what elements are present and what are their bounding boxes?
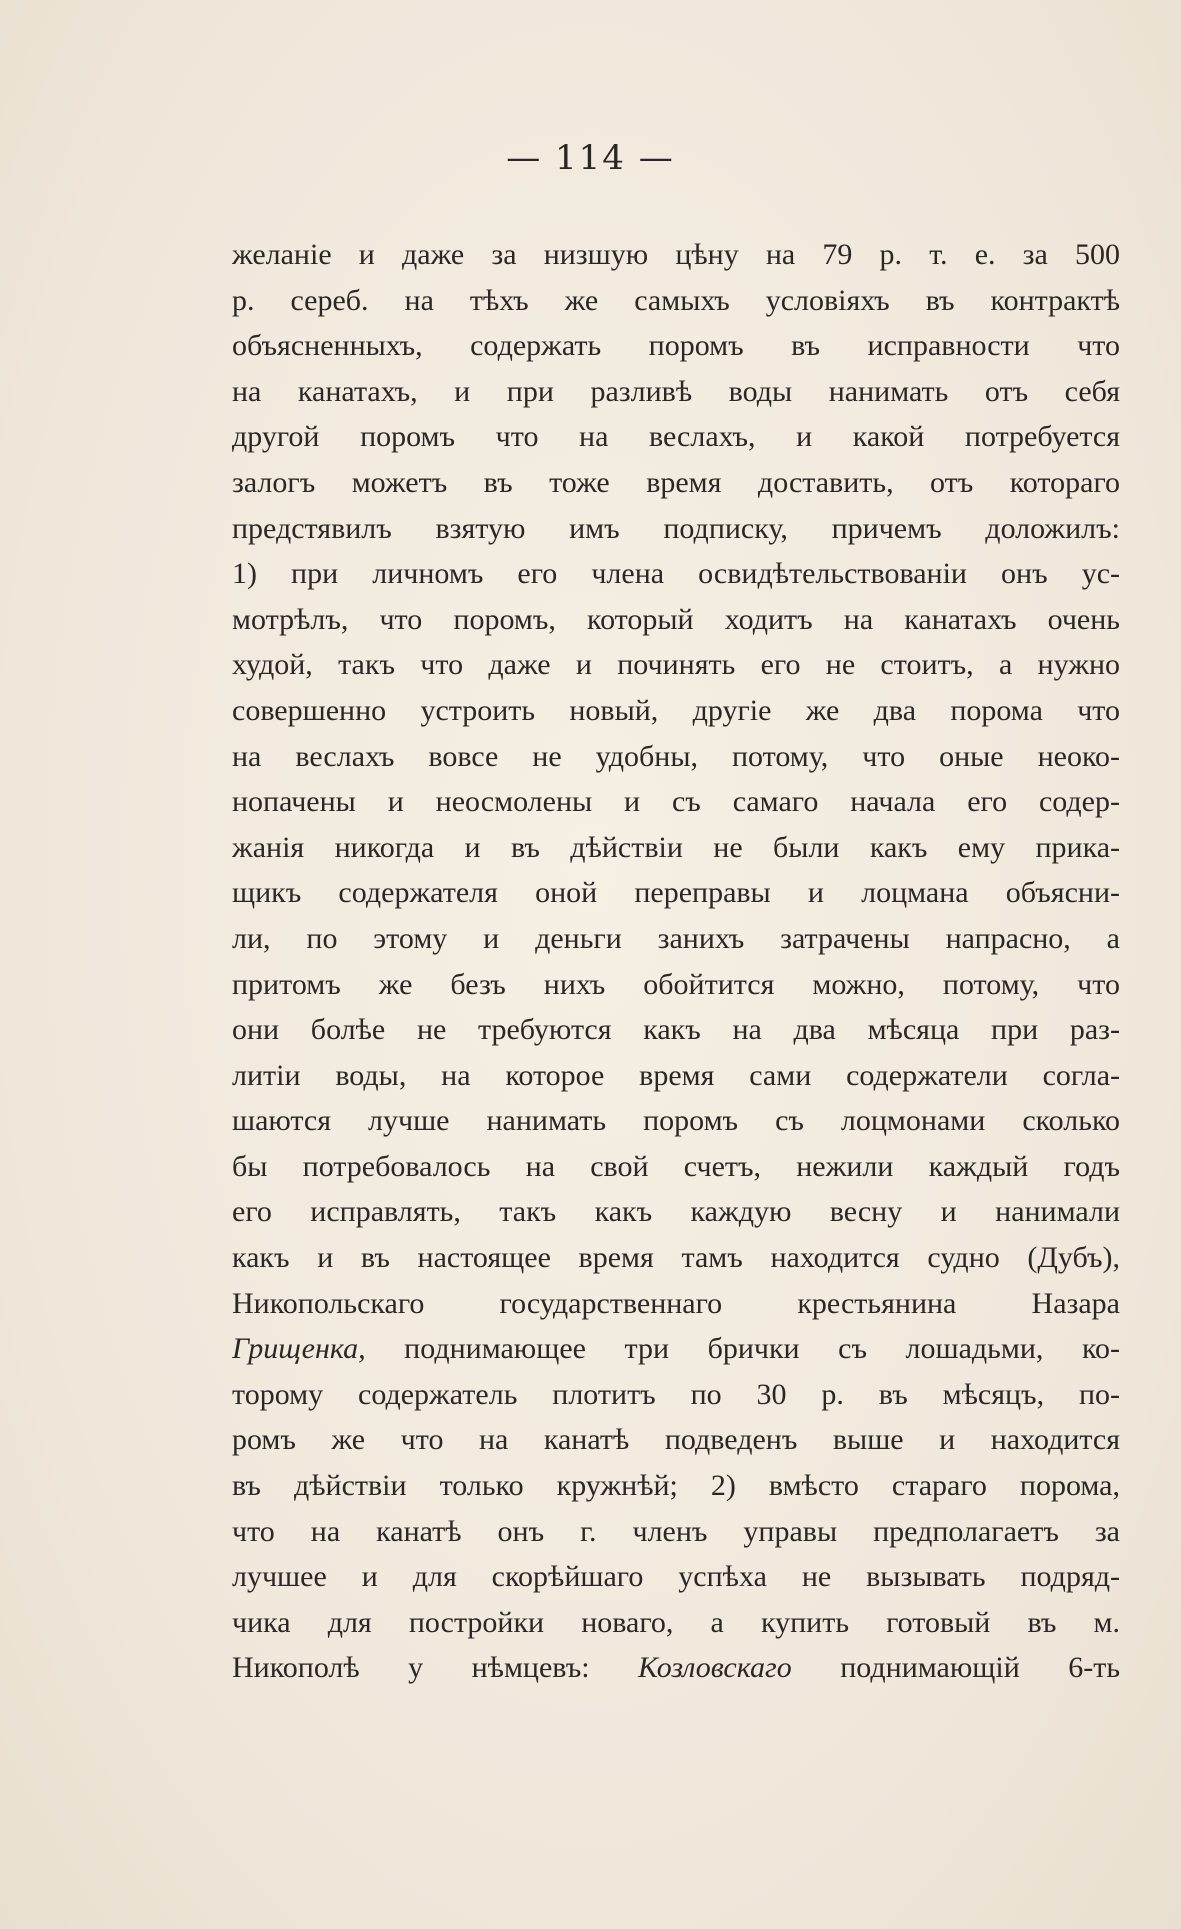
text-line: щикъ содержателя оной переправы и лоцмана объясни-: [232, 876, 1120, 910]
text-line: въ дѣйствiи только кружнѣй; 2) вмѣсто стараго порома,: [232, 1469, 1120, 1503]
text-line: на веслахъ вовсе не удобны, потому, что оные неоко-: [232, 739, 1120, 773]
text-line: притомъ же безъ нихъ обойтится можно, потому, что: [232, 967, 1120, 1001]
text-span: поднимающiй 6-ть: [791, 1651, 1120, 1685]
text-line: залогъ можетъ въ тоже время доставить, отъ котораго: [232, 465, 1120, 499]
text-line: объясненныхъ, содержать поромъ въ исправности что: [232, 329, 1120, 363]
text-span: поднимающее три брички съ лошадьми, ко-: [365, 1332, 1120, 1366]
body-text: [232, 232, 1120, 1691]
page-number: — 114 —: [506, 138, 675, 178]
text-line: литiи воды, на которое время сами содержатели согла-: [232, 1058, 1120, 1092]
text-line: ромъ же что на канатѣ подведенъ выше и находится: [232, 1423, 1120, 1457]
text-line: ли, по этому и деньги занихъ затрачены напрасно, а: [232, 921, 1120, 955]
text-line: лучшее и для скорѣйшаго успѣха не вызывать подряд-: [232, 1560, 1120, 1594]
text-line: жанiя никогда и въ дѣйствiи не были какъ ему прика-: [232, 830, 1120, 864]
text-line: что на канатѣ онъ г. членъ управы предполагаетъ за: [232, 1514, 1120, 1548]
text-line: [232, 1326, 1120, 1372]
italic-name: Грищенка,: [232, 1332, 366, 1366]
text-span: Никополѣ у нѣмцевъ:: [232, 1651, 639, 1685]
text-line: желанiе и даже за низшую цѣну на 79 р. т. е. за 500: [232, 238, 1120, 271]
text-line: какъ и въ настоящее время тамъ находится судно (Дубъ),: [232, 1241, 1120, 1275]
text-line: р. сереб. на тѣхъ же самыхъ условiяхъ въ контрактѣ: [232, 283, 1120, 317]
text-line: другой поромъ что на веслахъ, и какой потребуется: [232, 420, 1120, 454]
text-line: худой, такъ что даже и починять его не стоитъ, а нужно: [232, 648, 1120, 682]
text-line: его исправлять, такъ какъ каждую весну и нанимали: [232, 1195, 1120, 1229]
text-line: [232, 1645, 1120, 1691]
text-line: чика для постройки новаго, а купить готовый въ м.: [232, 1605, 1120, 1639]
text-line: нопачены и неосмолены и съ самаго начала его содер-: [232, 785, 1120, 819]
italic-name: Козловскаго: [638, 1651, 792, 1685]
text-line: шаются лучше нанимать поромъ съ лоцмонами сколько: [232, 1104, 1120, 1138]
text-line: совершенно устроить новый, другiе же два порома что: [232, 693, 1120, 727]
text-line: Никопольскаго государственнаго крестьянина Назара: [232, 1286, 1120, 1320]
text-line: 1) при личномъ его члена освидѣтельствованiи онъ ус-: [232, 557, 1120, 591]
text-line: они болѣе не требуются какъ на два мѣсяца при раз-: [232, 1013, 1120, 1047]
text-line: мотрѣлъ, что поромъ, который ходитъ на канатахъ очень: [232, 602, 1120, 636]
text-line: на канатахъ, и при разливѣ воды нанимать отъ себя: [232, 374, 1120, 408]
text-line: торому содержатель плотитъ по 30 р. въ мѣсяцъ, по-: [232, 1377, 1120, 1411]
text-line: предстявилъ взятую имъ подписку, причемъ доложилъ:: [232, 511, 1120, 545]
text-line: бы потребовалось на свой счетъ, нежили каждый годъ: [232, 1149, 1120, 1183]
